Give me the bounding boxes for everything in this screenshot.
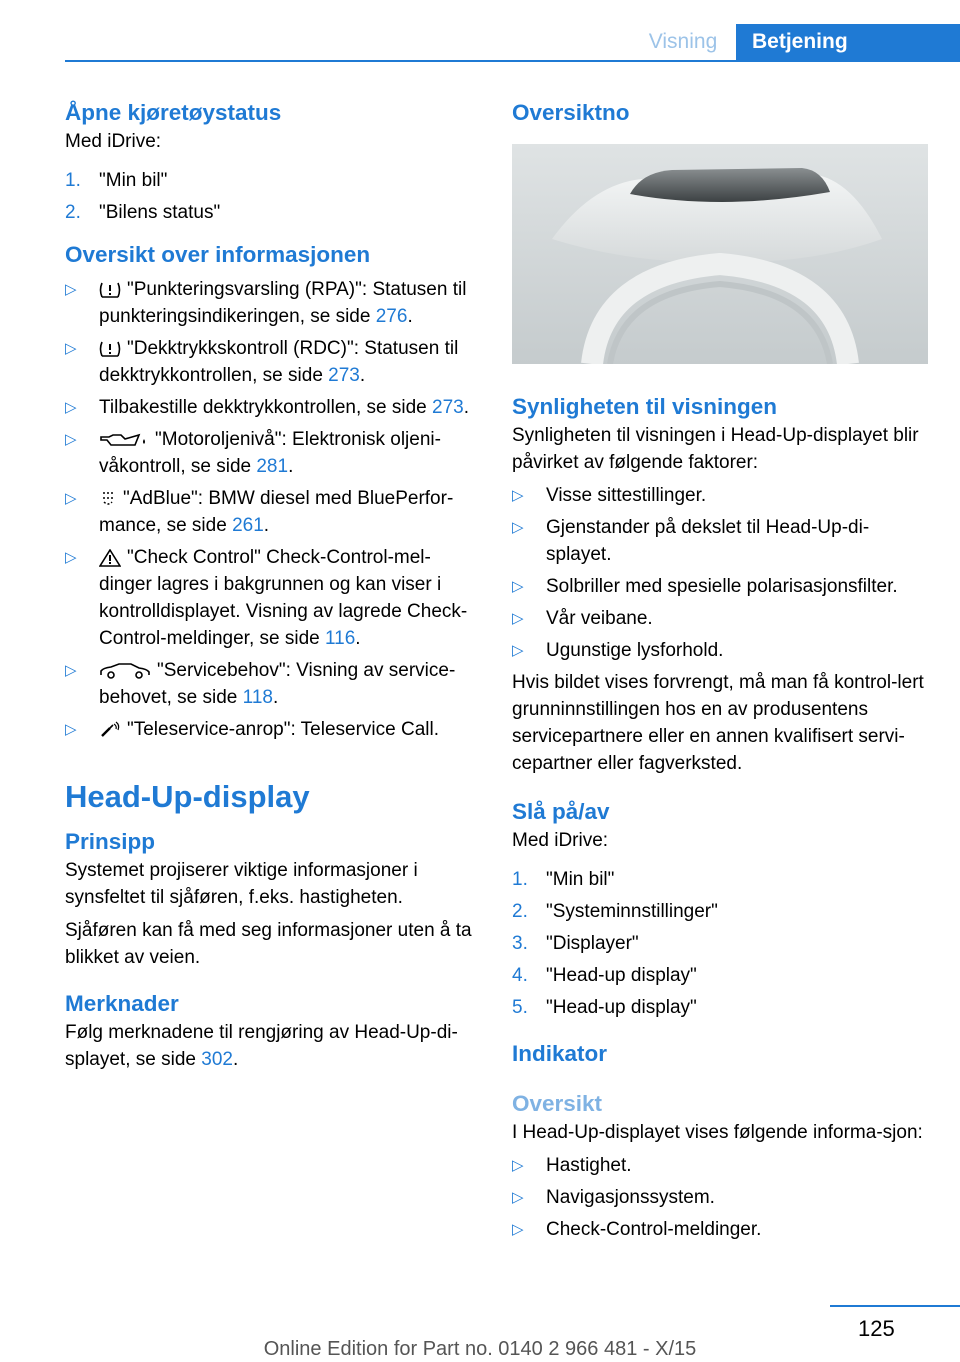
list-item: ▷ "Servicebehov": Visning av service-behovet, se side 118. bbox=[65, 657, 477, 711]
bullet-triangle-icon: ▷ bbox=[512, 578, 524, 595]
indicator-list bbox=[512, 1152, 928, 1243]
bullet-triangle-icon: ▷ bbox=[65, 399, 77, 416]
list-item: ▷ Hastighet. bbox=[512, 1152, 928, 1179]
list-item: ▷ Vår veibane. bbox=[512, 605, 928, 632]
list-item: ▷ "Check Control" Check-Control-mel-dinger lagres i bakgrunnen og kan viser i kontrolldisplayet. Visning av lagrede Check-Control-meldinger, se side 116. bbox=[65, 544, 477, 652]
list-item: ▷ Check-Control-meldinger. bbox=[512, 1216, 928, 1243]
list-item: ▷ "AdBlue": BMW diesel med BluePerfor-mance, se side 261. bbox=[65, 485, 477, 539]
page-number: 125 bbox=[858, 1316, 895, 1341]
list-item: 2. "Bilens status" bbox=[65, 202, 221, 223]
list-item: ▷ Visse sittestillinger. bbox=[512, 482, 928, 509]
page-link[interactable]: 281 bbox=[256, 456, 289, 477]
principle-heading: Prinsipp bbox=[65, 829, 156, 854]
list-item: ▷ Solbriller med spesielle polarisasjonsfilter. bbox=[512, 573, 928, 600]
tire-warning-icon bbox=[99, 281, 121, 299]
adblue-icon bbox=[99, 490, 117, 508]
bullet-triangle-icon: ▷ bbox=[65, 431, 77, 448]
bullet-triangle-icon: ▷ bbox=[65, 721, 77, 738]
header-rule bbox=[65, 60, 960, 62]
list-item: 5. "Head-up display" bbox=[512, 997, 697, 1018]
list-item: ▷ Ugunstige lysforhold. bbox=[512, 637, 928, 664]
bullet-triangle-icon: ▷ bbox=[65, 662, 77, 679]
visibility-heading: Synligheten til visningen bbox=[512, 394, 778, 419]
oil-can-icon bbox=[99, 431, 149, 449]
page-link[interactable]: 273 bbox=[328, 365, 360, 386]
page-link[interactable]: 261 bbox=[232, 515, 264, 536]
list-item: 1. "Min bil" bbox=[512, 869, 615, 890]
list-item: ▷ "Dekktrykkskontroll (RDC)": Statusen til dekktrykkontrollen, se side 273. bbox=[65, 335, 477, 389]
indicator-heading: Indikator bbox=[512, 1041, 608, 1066]
hud-dashboard-photo bbox=[512, 144, 928, 364]
notes-heading: Merknader bbox=[65, 991, 179, 1016]
principle-paragraph-2: Sjåføren kan få med seg informasjoner uten å ta blikket av veien. bbox=[65, 920, 472, 968]
distortion-note: Hvis bildet vises forvrengt, må man få kontrol-lert grunninnstillingen hos en av produsentens servicepartnere eller en annen kvalifisert servi-cepartner eller fagverksted. bbox=[512, 672, 924, 774]
right-column bbox=[512, 98, 928, 1248]
warning-triangle-icon bbox=[99, 549, 121, 567]
bullet-triangle-icon: ▷ bbox=[512, 642, 524, 659]
page-link[interactable]: 273 bbox=[432, 397, 464, 418]
edition-footer: Online Edition for Part no. 0140 2 966 481 - X/15 bbox=[263, 1338, 697, 1360]
bullet-triangle-icon: ▷ bbox=[65, 281, 77, 298]
list-item: ▷ "Motoroljenivå": Elektronisk oljeni-våkontroll, se side 281. bbox=[65, 426, 477, 480]
indicator-overview-heading: Oversikt bbox=[512, 1091, 603, 1116]
page-link[interactable]: 118 bbox=[242, 687, 273, 708]
tab-visning[interactable]: Visning bbox=[648, 30, 718, 53]
hud-overview-heading: Oversiktno bbox=[512, 100, 630, 125]
info-overview-list bbox=[65, 276, 477, 743]
car-service-icon bbox=[99, 662, 151, 680]
list-item: 4. "Head-up display" bbox=[512, 965, 697, 986]
list-item: ▷ Navigasjonssystem. bbox=[512, 1184, 928, 1211]
indicator-intro: I Head-Up-displayet vises følgende informa-sjon: bbox=[512, 1122, 923, 1143]
bullet-triangle-icon: ▷ bbox=[512, 1221, 524, 1238]
tire-pressure-icon bbox=[99, 340, 121, 358]
info-overview-heading: Oversikt over informasjonen bbox=[65, 242, 371, 267]
footer-rule bbox=[830, 1305, 960, 1307]
bullet-triangle-icon: ▷ bbox=[512, 1189, 524, 1206]
vehicle-status-steps bbox=[65, 167, 477, 226]
principle-paragraph-1: Systemet projiserer viktige informasjoner i synsfeltet til sjåføren, f.eks. hastigheten. bbox=[65, 860, 418, 908]
visibility-intro: Synligheten til visningen i Head-Up-displayet blir påvirket av følgende faktorer: bbox=[512, 425, 919, 473]
bullet-triangle-icon: ▷ bbox=[512, 610, 524, 627]
bullet-triangle-icon: ▷ bbox=[65, 549, 77, 566]
bullet-triangle-icon: ▷ bbox=[512, 487, 524, 504]
page-link[interactable]: 116 bbox=[325, 628, 356, 649]
tab-betjening[interactable]: Betjening bbox=[736, 24, 960, 60]
page-link[interactable]: 302 bbox=[201, 1049, 233, 1070]
list-item: 2. "Systeminnstillinger" bbox=[512, 901, 718, 922]
notes-paragraph: Følg merknadene til rengjøring av Head-Up-di-splayet, se side 302. bbox=[65, 1022, 458, 1070]
page-link[interactable]: 276 bbox=[375, 306, 408, 327]
vehicle-status-heading: Åpne kjøretøystatus bbox=[65, 100, 282, 125]
bullet-triangle-icon: ▷ bbox=[65, 490, 77, 507]
list-item: ▷ "Teleservice-anrop": Teleservice Call. bbox=[65, 716, 477, 743]
page-header bbox=[0, 0, 960, 62]
hud-title: Head-Up-display bbox=[65, 779, 310, 814]
vehicle-status-intro: Med iDrive: bbox=[65, 131, 162, 152]
list-item: ▷ Gjenstander på dekslet til Head-Up-di-splayet. bbox=[512, 514, 928, 568]
on-off-intro: Med iDrive: bbox=[512, 830, 609, 851]
bullet-triangle-icon: ▷ bbox=[65, 340, 77, 357]
visibility-factors-list bbox=[512, 482, 928, 664]
wrench-signal-icon bbox=[99, 721, 121, 739]
bullet-triangle-icon: ▷ bbox=[512, 1157, 524, 1174]
list-item: ▷ "Punkteringsvarsling (RPA)": Statusen til punkteringsindikeringen, se side 276. bbox=[65, 276, 477, 330]
on-off-steps bbox=[512, 866, 928, 1021]
list-item: 1. "Min bil" bbox=[65, 170, 168, 191]
left-column bbox=[65, 98, 477, 1073]
list-item: 3. "Displayer" bbox=[512, 933, 639, 954]
bullet-triangle-icon: ▷ bbox=[512, 519, 524, 536]
on-off-heading: Slå på/av bbox=[512, 799, 610, 824]
list-item: ▷ Tilbakestille dekktrykkontrollen, se side 273. bbox=[65, 394, 477, 421]
